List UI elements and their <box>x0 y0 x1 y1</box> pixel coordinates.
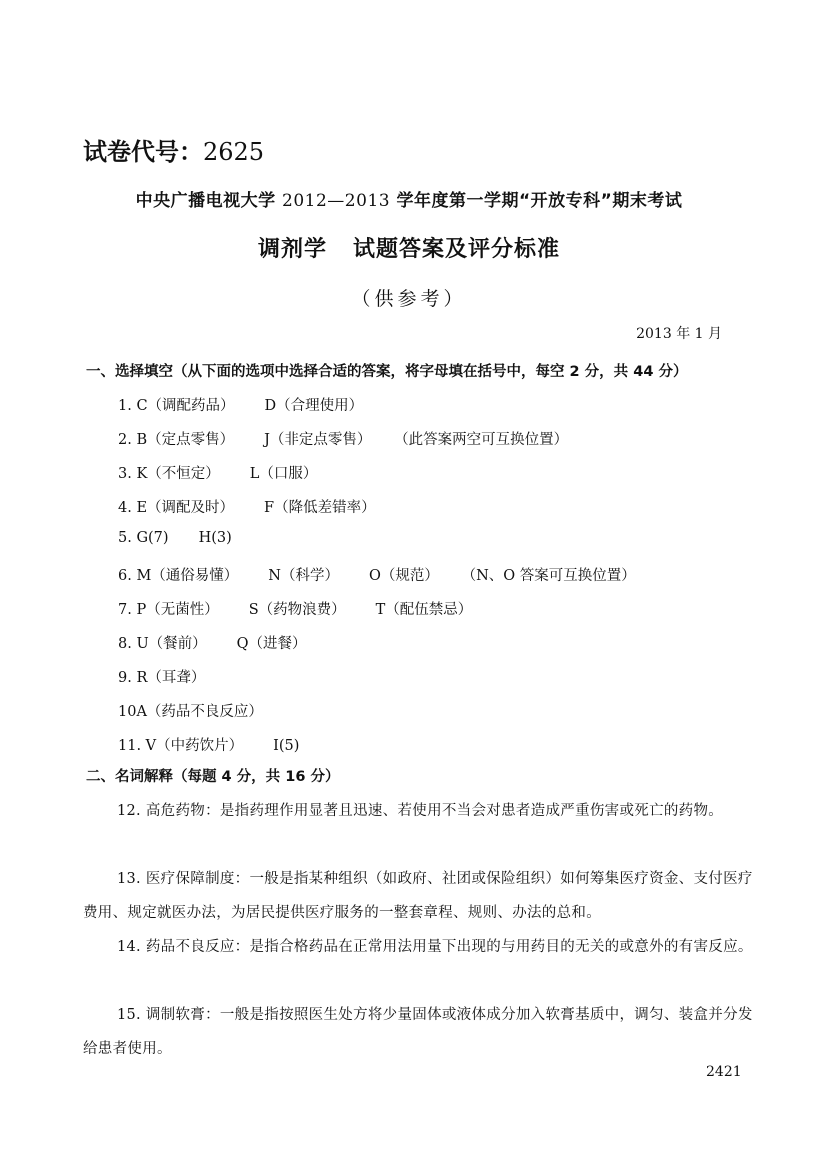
answer-blank-1: 2. B（定点零售） <box>118 432 235 448</box>
answer-blank-2: S（药物浪费） <box>248 602 346 618</box>
answer-item <box>118 598 472 619</box>
definition-paragraph: 12. 高危药物：是指药理作用显著且迅速、若使用不当会对患者造成严重伤害或死亡的药物。 <box>117 803 724 819</box>
answer-blank-2: J（非定点零售） <box>264 432 372 448</box>
answer-note: （N、O 答案可互换位置） <box>468 568 636 584</box>
title-subject: 调剂学 <box>257 237 327 262</box>
answer-item <box>118 496 376 517</box>
answer-blank-2: N（科学） <box>268 568 339 584</box>
answer-blank-1: 11. V（中药饮片） <box>118 738 244 754</box>
university-name: 中央广播电视大学 <box>135 191 276 211</box>
answer-blank-1: 9. R（耳聋） <box>118 670 206 686</box>
answer-blank-2: F（降低差错率） <box>264 500 376 516</box>
answer-blank-1: 1. C（调配药品） <box>118 398 235 414</box>
answer-item <box>118 666 205 687</box>
answer-blank-2: L（口服） <box>249 466 318 482</box>
title-rest: 试题答案及评分标准 <box>353 237 561 262</box>
university-line <box>0 186 818 211</box>
answer-blank-2: Q（进餐） <box>236 636 307 652</box>
definition-paragraph: 14. 药品不良反应：是指合格药品在正常用法用量下出现的与用药目的无关的或意外的有害反应。 <box>117 939 753 955</box>
definition-paragraph: 15. 调制软膏：一般是指按照医生处方将少量固体或液体成分加入软膏基质中，调匀、装盒并分发给患者使用。 <box>83 1007 753 1057</box>
exam-date: 2013 年 1 月 <box>636 326 722 342</box>
answer-blank-2: D（合理使用） <box>264 398 364 414</box>
answer-item <box>118 564 636 585</box>
page-title <box>0 232 818 263</box>
answer-blank-1: 6. M（通俗易懂） <box>118 568 239 584</box>
answer-item <box>118 700 263 721</box>
answer-blank-1: 7. P（无菌性） <box>118 602 219 618</box>
answer-blank-3: O（规范） <box>368 568 439 584</box>
answer-item <box>118 394 363 415</box>
exam-code <box>83 132 264 167</box>
answer-blank-1: 4. E（调配及时） <box>118 500 235 516</box>
answer-item <box>118 530 232 546</box>
answer-blank-3: T（配伍禁忌） <box>375 602 473 618</box>
answer-blank-2: H(3) <box>198 530 232 546</box>
answer-item <box>118 632 307 653</box>
answer-blank-1: 3. K（不恒定） <box>118 466 220 482</box>
exam-term: 学年度第一学期“开放专科”期末考试 <box>396 191 683 211</box>
section2-heading: 二、名词解释（每题 4 分，共 16 分） <box>86 769 340 785</box>
answer-blank-1: 5. G(7) <box>118 530 169 546</box>
reference-note: （供参考） <box>351 288 467 310</box>
answer-item <box>118 428 568 449</box>
definition-paragraph: 13. 医疗保障制度：一般是指某种组织（如政府、社团或保险组织）如何筹集医疗资金、支付医疗费用、规定就医办法，为居民提供医疗服务的一整套章程、规则、办法的总和。 <box>83 871 753 921</box>
answer-note: （此答案两空可互换位置） <box>401 432 569 448</box>
exam-code-value: 2625 <box>203 138 265 166</box>
section1-heading: 一、选择填空（从下面的选项中选择合适的答案，将字母填在括号中，每空 2 分，共 44 分） <box>86 364 688 380</box>
answer-blank-1: 10A（药品不良反应） <box>118 704 263 720</box>
answer-blank-2: I(5) <box>273 738 300 754</box>
academic-years: 2012—2013 <box>282 191 391 211</box>
answer-item <box>118 462 317 483</box>
answer-item <box>118 734 299 755</box>
exam-code-label: 试卷代号： <box>83 138 203 166</box>
page-number: 2421 <box>706 1064 742 1080</box>
answer-blank-1: 8. U（餐前） <box>118 636 207 652</box>
